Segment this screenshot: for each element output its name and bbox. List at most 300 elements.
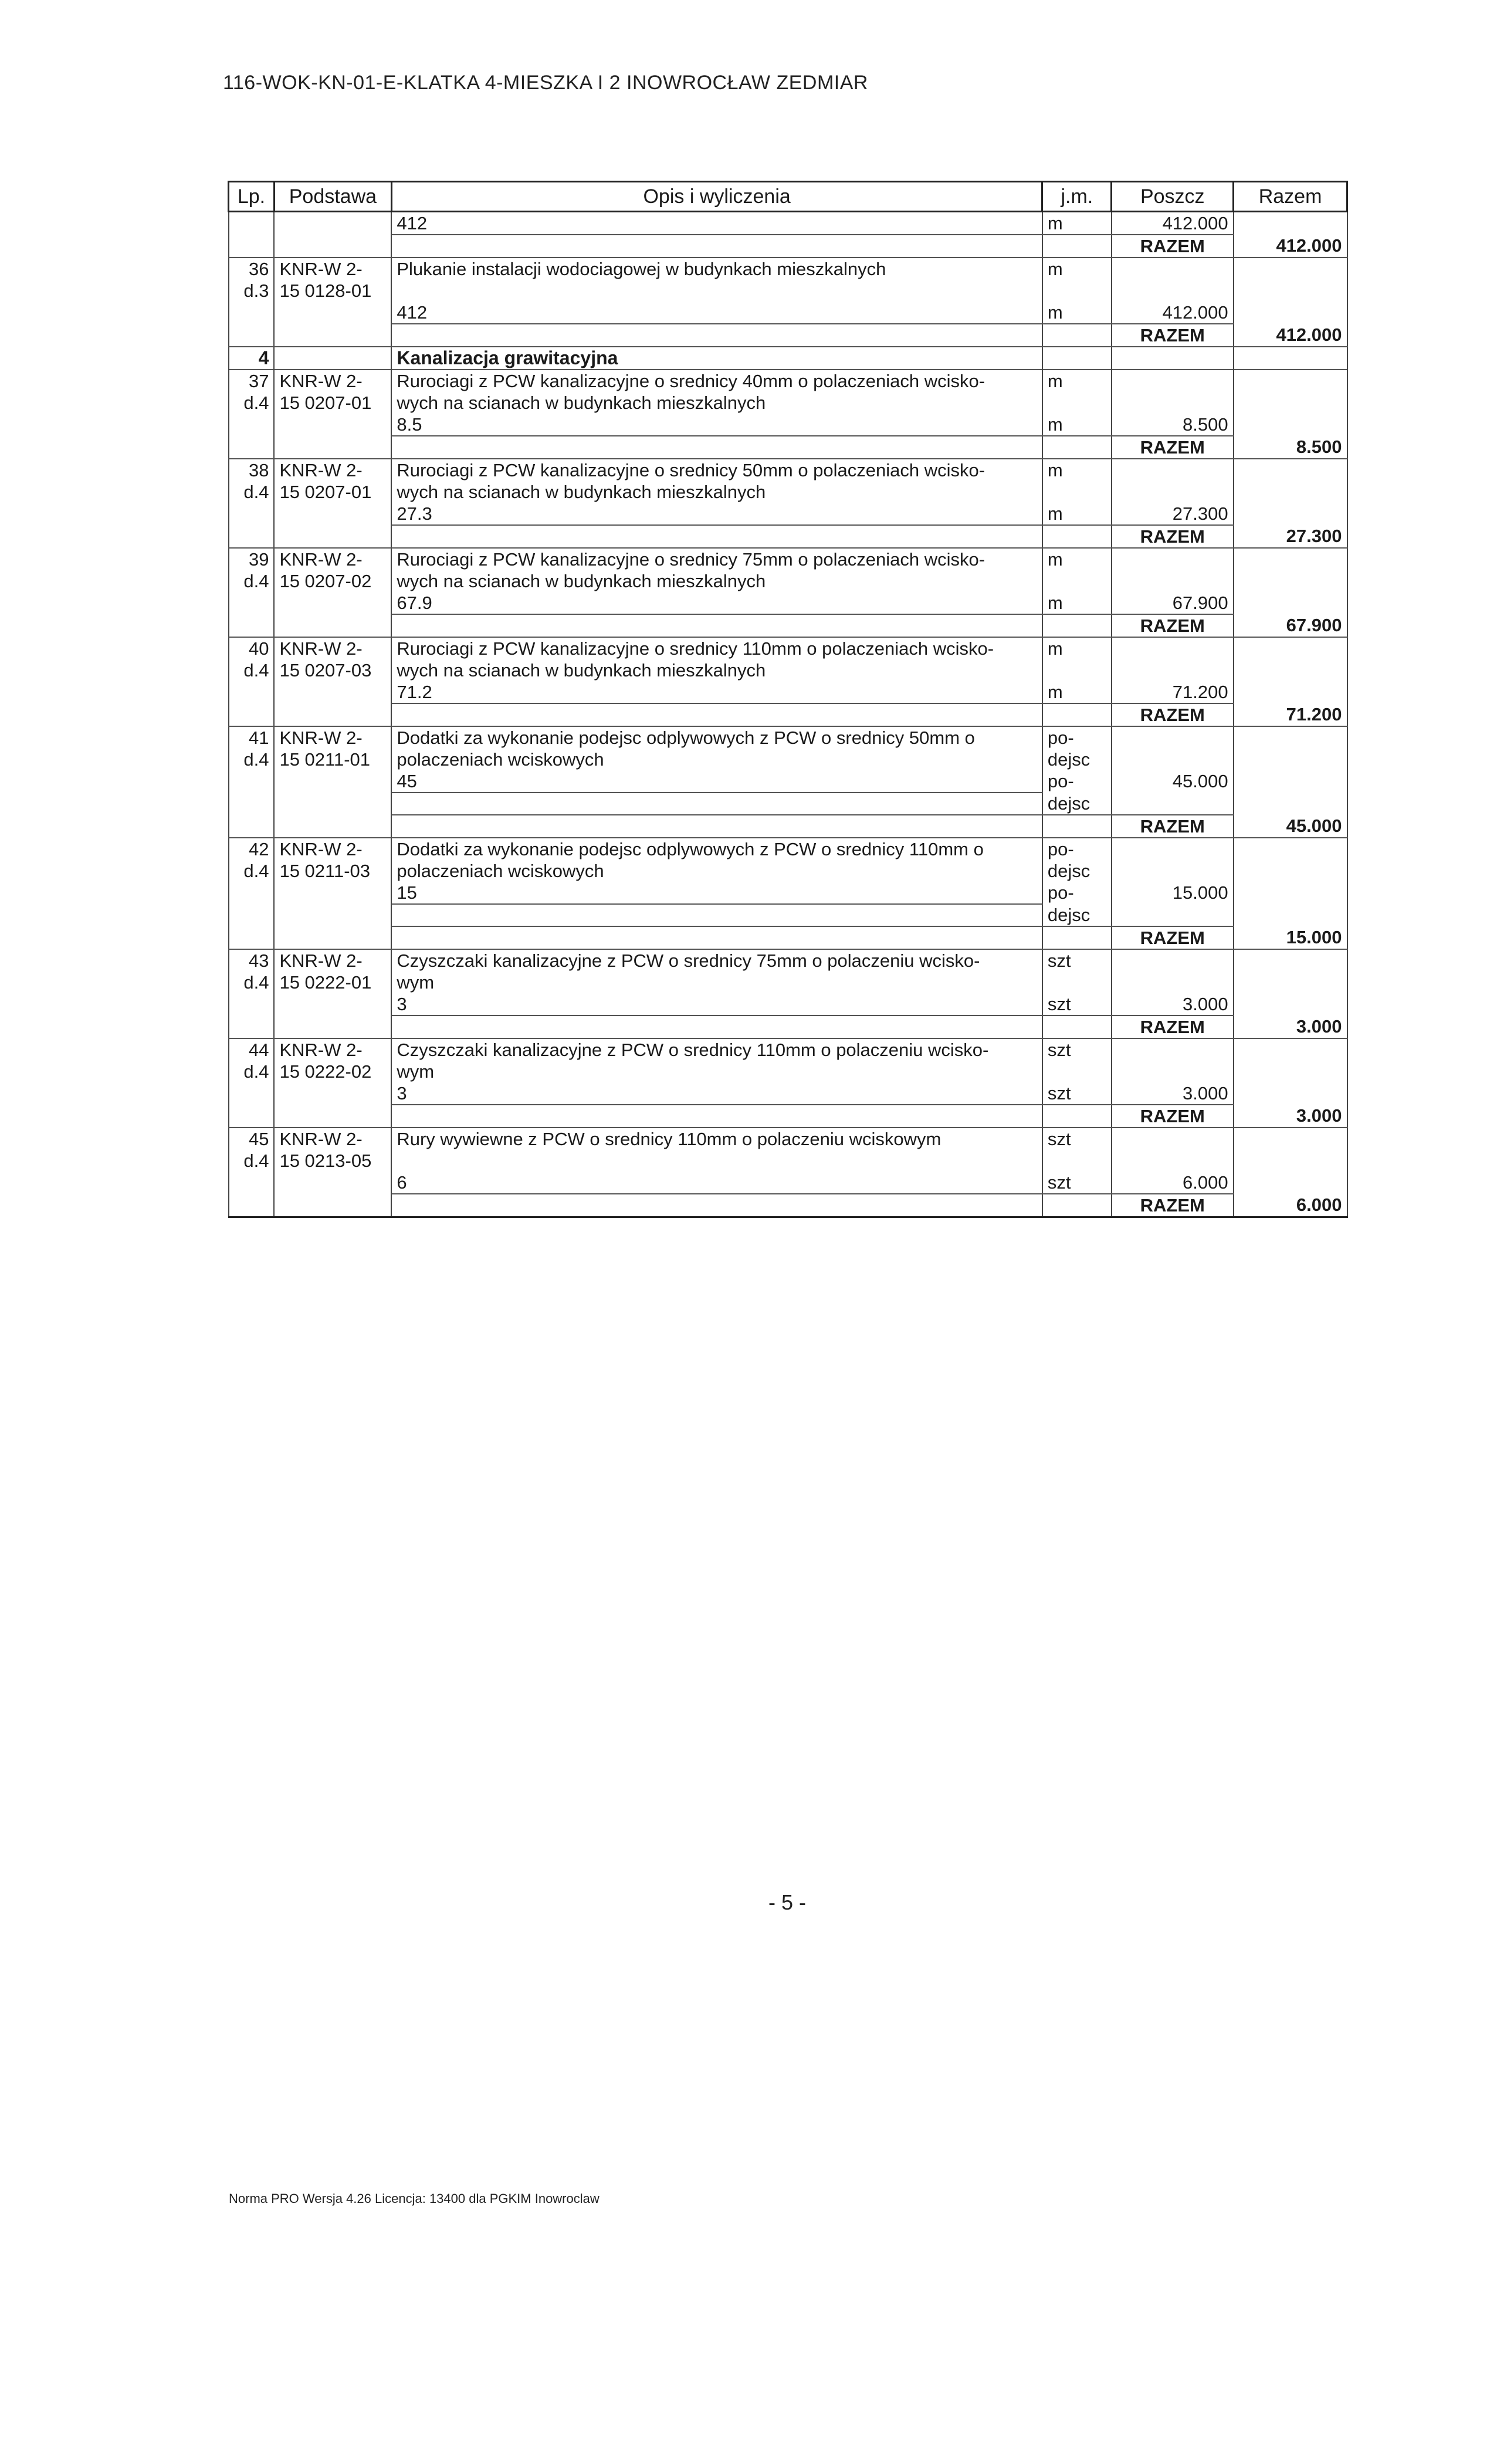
calc-row — [229, 503, 1347, 525]
item-row-continued — [229, 392, 1347, 414]
item-basis-code: 15 0222-01 — [274, 972, 391, 993]
razem-value: 8.500 — [1234, 436, 1347, 459]
table-cell — [391, 1194, 1042, 1217]
table-cell — [229, 436, 275, 459]
table-cell — [274, 882, 391, 904]
table-cell — [1112, 726, 1234, 749]
item-description: Rury wywiewne z PCW o srednicy 110mm o polaczeniu wciskowym — [391, 1128, 1042, 1150]
item-basis: KNR-W 2- — [274, 1128, 391, 1150]
table-cell — [1112, 860, 1234, 882]
item-lp: 40 — [229, 637, 275, 659]
calc-unit: po- — [1042, 882, 1112, 904]
carry-calc-row — [229, 212, 1347, 235]
table-cell — [274, 703, 391, 726]
table-cell — [274, 993, 391, 1016]
item-description: Rurociagi z PCW kanalizacyjne o srednicy 110mm o polaczeniach wcisko- — [391, 637, 1042, 659]
table-cell — [1042, 815, 1112, 838]
item-lp-suffix: d.4 — [229, 570, 275, 592]
calc-text: 412 — [391, 302, 1042, 324]
table-cell — [1112, 793, 1234, 815]
item-unit: m — [1042, 370, 1112, 392]
table-cell — [1234, 681, 1347, 703]
item-unit: m — [1042, 459, 1112, 481]
item-unit-cont — [1042, 570, 1112, 592]
item-row-continued — [229, 1061, 1347, 1082]
table-cell — [229, 815, 275, 838]
item-unit-cont: dejsc — [1042, 749, 1112, 770]
item-row — [229, 637, 1347, 659]
calc-unit-cont: dejsc — [1042, 904, 1112, 926]
table-cell — [1112, 392, 1234, 414]
table-cell — [391, 1105, 1042, 1128]
item-description: Plukanie instalacji wodociagowej w budynkach mieszkalnych — [391, 258, 1042, 280]
table-cell — [274, 815, 391, 838]
table-cell — [1234, 838, 1347, 860]
item-unit-cont — [1042, 972, 1112, 993]
table-cell — [1042, 1016, 1112, 1038]
calc-value: 67.900 — [1112, 592, 1234, 614]
calc-row — [229, 1172, 1347, 1194]
table-cell — [1112, 949, 1234, 972]
sum-row — [229, 324, 1347, 347]
table-cell — [1112, 1038, 1234, 1061]
calc-text: 67.9 — [391, 592, 1042, 614]
item-row — [229, 548, 1347, 570]
table-cell — [274, 436, 391, 459]
table-cell — [274, 503, 391, 525]
table-cell — [1234, 592, 1347, 614]
item-description-cont: polaczeniach wciskowych — [391, 749, 1042, 770]
table-header-row — [229, 182, 1347, 212]
sum-row — [229, 1194, 1347, 1217]
table-cell — [229, 592, 275, 614]
table-cell — [229, 324, 275, 347]
table-cell — [1234, 459, 1347, 481]
sum-row — [229, 436, 1347, 459]
table-cell — [1234, 860, 1347, 882]
table-cell — [391, 815, 1042, 838]
item-basis-code: 15 0211-03 — [274, 860, 391, 882]
table-cell — [274, 302, 391, 324]
razem-label: RAZEM — [1112, 926, 1234, 949]
table-cell — [229, 1016, 275, 1038]
item-row — [229, 726, 1347, 749]
table-cell — [1234, 1150, 1347, 1172]
item-lp: 41 — [229, 726, 275, 749]
item-basis: KNR-W 2- — [274, 548, 391, 570]
table-cell — [1112, 347, 1234, 370]
item-row-continued — [229, 860, 1347, 882]
table-cell — [391, 614, 1042, 637]
table-cell — [1234, 1038, 1347, 1061]
item-basis-code: 15 0207-02 — [274, 570, 391, 592]
table-cell — [274, 1082, 391, 1105]
item-row-continued — [229, 659, 1347, 681]
column-header-poszcz: Poszcz — [1112, 182, 1234, 212]
item-row-continued — [229, 481, 1347, 503]
table-cell — [1234, 637, 1347, 659]
item-description: Czyszczaki kanalizacyjne z PCW o srednicy 75mm o polaczeniu wcisko- — [391, 949, 1042, 972]
razem-label: RAZEM — [1112, 1194, 1234, 1217]
razem-value: 3.000 — [1234, 1105, 1347, 1128]
calc-value: 412.000 — [1112, 302, 1234, 324]
item-row — [229, 1128, 1347, 1150]
calc-unit: po- — [1042, 770, 1112, 793]
table-cell — [274, 592, 391, 614]
table-cell — [229, 681, 275, 703]
item-row-continued — [229, 1150, 1347, 1172]
table-cell — [1234, 414, 1347, 436]
table-cell — [1042, 525, 1112, 548]
table-cell — [1234, 882, 1347, 904]
razem-value: 412.000 — [1234, 235, 1347, 258]
table-cell — [1112, 749, 1234, 770]
calc-value: 27.300 — [1112, 503, 1234, 525]
item-description-cont: wych na scianach w budynkach mieszkalnych — [391, 570, 1042, 592]
calc-value: 45.000 — [1112, 770, 1234, 793]
table-cell — [1042, 703, 1112, 726]
calc-row — [229, 592, 1347, 614]
razem-value: 6.000 — [1234, 1194, 1347, 1217]
table-cell — [1234, 904, 1347, 926]
calc-unit: m — [1042, 414, 1112, 436]
table-cell — [229, 926, 275, 949]
item-description: Dodatki za wykonanie podejsc odplywowych z PCW o srednicy 110mm o — [391, 838, 1042, 860]
item-unit: m — [1042, 548, 1112, 570]
item-unit-cont — [1042, 659, 1112, 681]
table-cell — [229, 770, 275, 793]
sum-row — [229, 815, 1347, 838]
item-lp-suffix: d.4 — [229, 481, 275, 503]
item-row — [229, 459, 1347, 481]
item-row — [229, 949, 1347, 972]
item-basis: KNR-W 2- — [274, 838, 391, 860]
table-cell — [1112, 481, 1234, 503]
item-unit-cont — [1042, 1150, 1112, 1172]
table-cell — [1112, 548, 1234, 570]
table-cell — [229, 1194, 275, 1217]
section-number: 4 — [229, 347, 275, 370]
page-number: - 5 - — [768, 1890, 807, 1914]
item-lp: 44 — [229, 1038, 275, 1061]
table-cell — [391, 703, 1042, 726]
calc-row — [229, 414, 1347, 436]
calc-text: 3 — [391, 1082, 1042, 1105]
table-cell — [274, 614, 391, 637]
razem-label: RAZEM — [1112, 1016, 1234, 1038]
table-cell — [229, 414, 275, 436]
calc-unit-cont: dejsc — [1042, 793, 1112, 815]
table-cell — [1112, 370, 1234, 392]
item-lp-suffix: d.4 — [229, 392, 275, 414]
table-cell — [1112, 838, 1234, 860]
calc-text: 27.3 — [391, 503, 1042, 525]
table-cell — [1042, 1105, 1112, 1128]
table-cell — [274, 1172, 391, 1194]
table-cell — [274, 414, 391, 436]
razem-value: 27.300 — [1234, 525, 1347, 548]
column-header-lp: Lp. — [229, 182, 275, 212]
item-lp: 45 — [229, 1128, 275, 1150]
razem-label: RAZEM — [1112, 525, 1234, 548]
table-cell — [1234, 503, 1347, 525]
table-cell — [1042, 347, 1112, 370]
document-title: 116-WOK-KN-01-E-KLATKA 4-MIESZKA I 2 INOWROCŁAW ZEDMIAR — [223, 72, 868, 94]
item-basis: KNR-W 2- — [274, 258, 391, 280]
item-row — [229, 1038, 1347, 1061]
item-unit: po- — [1042, 838, 1112, 860]
table-cell — [1112, 637, 1234, 659]
item-description: Rurociagi z PCW kanalizacyjne o srednicy 40mm o polaczeniach wcisko- — [391, 370, 1042, 392]
item-basis: KNR-W 2- — [274, 370, 391, 392]
table-cell — [1112, 258, 1234, 280]
item-lp: 37 — [229, 370, 275, 392]
table-cell — [229, 882, 275, 904]
table-cell — [391, 904, 1042, 926]
table-cell — [391, 926, 1042, 949]
razem-value: 3.000 — [1234, 1016, 1347, 1038]
table-cell — [1042, 926, 1112, 949]
calc-unit: m — [1042, 212, 1112, 235]
razem-value: 15.000 — [1234, 926, 1347, 949]
calc-value: 3.000 — [1112, 993, 1234, 1016]
calc-unit: m — [1042, 302, 1112, 324]
table-cell — [1042, 614, 1112, 637]
table-cell — [1234, 1082, 1347, 1105]
item-basis: KNR-W 2- — [274, 637, 391, 659]
table-cell — [1042, 436, 1112, 459]
table-cell — [274, 793, 391, 815]
carry-sum-row — [229, 235, 1347, 258]
item-unit: szt — [1042, 949, 1112, 972]
item-description-cont — [391, 280, 1042, 302]
item-description: Dodatki za wykonanie podejsc odplywowych z PCW o srednicy 50mm o — [391, 726, 1042, 749]
table-cell — [391, 1016, 1042, 1038]
table-cell — [1234, 1128, 1347, 1150]
item-row — [229, 258, 1347, 280]
item-lp: 43 — [229, 949, 275, 972]
item-unit-cont: dejsc — [1042, 860, 1112, 882]
section-title: Kanalizacja grawitacyjna — [391, 347, 1042, 370]
calc-row — [229, 681, 1347, 703]
item-lp-suffix: d.4 — [229, 749, 275, 770]
calc-unit: szt — [1042, 1172, 1112, 1194]
table-cell — [1234, 392, 1347, 414]
table-cell — [391, 793, 1042, 815]
item-row-continued — [229, 280, 1347, 302]
table-cell — [229, 1082, 275, 1105]
item-basis-code: 15 0213-05 — [274, 1150, 391, 1172]
item-lp: 42 — [229, 838, 275, 860]
sum-row — [229, 703, 1347, 726]
calc-unit: szt — [1042, 993, 1112, 1016]
item-lp: 39 — [229, 548, 275, 570]
item-basis: KNR-W 2- — [274, 949, 391, 972]
item-basis-code: 15 0128-01 — [274, 280, 391, 302]
item-description-cont: wych na scianach w budynkach mieszkalnych — [391, 481, 1042, 503]
calc-row — [229, 770, 1347, 793]
column-header-opis: Opis i wyliczenia — [391, 182, 1042, 212]
table-cell — [274, 525, 391, 548]
table-cell — [229, 503, 275, 525]
table-cell — [274, 324, 391, 347]
calc-row-continued — [229, 904, 1347, 926]
table-cell — [1234, 749, 1347, 770]
table-cell — [1234, 280, 1347, 302]
table-cell — [391, 525, 1042, 548]
item-lp-suffix: d.4 — [229, 659, 275, 681]
item-description-cont: wych na scianach w budynkach mieszkalnych — [391, 659, 1042, 681]
item-description: Rurociagi z PCW kanalizacyjne o srednicy 75mm o polaczeniach wcisko- — [391, 548, 1042, 570]
item-description-cont: polaczeniach wciskowych — [391, 860, 1042, 882]
table-cell — [229, 1172, 275, 1194]
item-basis-code: 15 0222-02 — [274, 1061, 391, 1082]
table-cell — [274, 926, 391, 949]
item-description: Czyszczaki kanalizacyjne z PCW o srednicy 110mm o polaczeniu wcisko- — [391, 1038, 1042, 1061]
item-lp-suffix: d.4 — [229, 972, 275, 993]
item-unit: szt — [1042, 1038, 1112, 1061]
razem-label: RAZEM — [1112, 1105, 1234, 1128]
table-cell — [1112, 1061, 1234, 1082]
calc-text: 71.2 — [391, 681, 1042, 703]
item-basis: KNR-W 2- — [274, 726, 391, 749]
razem-value: 45.000 — [1234, 815, 1347, 838]
table-cell — [1234, 770, 1347, 793]
item-lp: 38 — [229, 459, 275, 481]
table-cell — [391, 436, 1042, 459]
table-cell — [1234, 347, 1347, 370]
table-cell — [1234, 659, 1347, 681]
table-cell — [1234, 993, 1347, 1016]
razem-label: RAZEM — [1112, 436, 1234, 459]
razem-value: 412.000 — [1234, 324, 1347, 347]
table-cell — [229, 993, 275, 1016]
sum-row — [229, 926, 1347, 949]
item-basis: KNR-W 2- — [274, 459, 391, 481]
table-cell — [391, 324, 1042, 347]
item-unit-cont — [1042, 280, 1112, 302]
table-cell — [1234, 793, 1347, 815]
item-unit: po- — [1042, 726, 1112, 749]
table-cell — [1112, 1128, 1234, 1150]
item-basis: KNR-W 2- — [274, 1038, 391, 1061]
calc-row-continued — [229, 793, 1347, 815]
table-cell — [274, 1016, 391, 1038]
razem-label: RAZEM — [1112, 614, 1234, 637]
item-description: Rurociagi z PCW kanalizacyjne o srednicy 50mm o polaczeniach wcisko- — [391, 459, 1042, 481]
table-cell — [1042, 324, 1112, 347]
item-unit: m — [1042, 258, 1112, 280]
calc-value: 71.200 — [1112, 681, 1234, 703]
item-basis-code: 15 0207-01 — [274, 481, 391, 503]
table-cell — [274, 347, 391, 370]
table-cell — [229, 793, 275, 815]
calc-row — [229, 1082, 1347, 1105]
sum-row — [229, 614, 1347, 637]
calc-value: 412.000 — [1112, 212, 1234, 235]
calc-unit: m — [1042, 503, 1112, 525]
table-cell — [274, 770, 391, 793]
calc-value: 8.500 — [1112, 414, 1234, 436]
table-body — [229, 212, 1347, 1217]
table-cell — [229, 904, 275, 926]
item-basis-code: 15 0207-03 — [274, 659, 391, 681]
calc-row — [229, 882, 1347, 904]
item-lp: 36 — [229, 258, 275, 280]
item-description-cont: wym — [391, 1061, 1042, 1082]
table-cell — [229, 302, 275, 324]
calc-text: 45 — [391, 770, 1042, 793]
item-unit: m — [1042, 637, 1112, 659]
item-unit-cont — [1042, 392, 1112, 414]
table-cell — [229, 614, 275, 637]
table-cell — [1234, 570, 1347, 592]
calc-value: 3.000 — [1112, 1082, 1234, 1105]
table-cell — [1234, 370, 1347, 392]
item-basis-code: 15 0207-01 — [274, 392, 391, 414]
measurement-table — [228, 181, 1348, 1218]
table-cell — [229, 703, 275, 726]
razem-label: RAZEM — [1112, 324, 1234, 347]
table-cell — [1234, 972, 1347, 993]
razem-label: RAZEM — [1112, 703, 1234, 726]
calc-unit: szt — [1042, 1082, 1112, 1105]
calc-value: 15.000 — [1112, 882, 1234, 904]
calc-text: 15 — [391, 882, 1042, 904]
column-header-jm: j.m. — [1042, 182, 1112, 212]
item-row-continued — [229, 972, 1347, 993]
table-cell — [274, 681, 391, 703]
item-unit: szt — [1042, 1128, 1112, 1150]
calc-text: 3 — [391, 993, 1042, 1016]
calc-value: 6.000 — [1112, 1172, 1234, 1194]
sum-row — [229, 1105, 1347, 1128]
item-basis-code: 15 0211-01 — [274, 749, 391, 770]
table-cell — [274, 1105, 391, 1128]
table-cell — [1234, 1061, 1347, 1082]
table-cell — [1112, 904, 1234, 926]
table-cell — [1234, 1172, 1347, 1194]
item-row — [229, 838, 1347, 860]
table-cell — [1042, 1194, 1112, 1217]
item-unit-cont — [1042, 1061, 1112, 1082]
item-description-cont: wym — [391, 972, 1042, 993]
table-cell — [1112, 570, 1234, 592]
table-cell — [1112, 659, 1234, 681]
sum-row — [229, 1016, 1347, 1038]
calc-unit: m — [1042, 592, 1112, 614]
table-cell — [1234, 726, 1347, 749]
calc-text: 6 — [391, 1172, 1042, 1194]
item-unit-cont — [1042, 481, 1112, 503]
section-row — [229, 347, 1347, 370]
item-lp-suffix: d.4 — [229, 1061, 275, 1082]
column-header-razem: Razem — [1234, 182, 1347, 212]
item-row — [229, 370, 1347, 392]
item-lp-suffix: d.4 — [229, 860, 275, 882]
item-row-continued — [229, 570, 1347, 592]
table-cell — [274, 1194, 391, 1217]
calc-row — [229, 993, 1347, 1016]
table-cell — [1112, 1150, 1234, 1172]
table-cell — [1234, 548, 1347, 570]
sum-row — [229, 525, 1347, 548]
razem-value: 71.200 — [1234, 703, 1347, 726]
table-cell — [229, 1105, 275, 1128]
item-description-cont — [391, 1150, 1042, 1172]
razem-label: RAZEM — [1112, 235, 1234, 258]
table-cell — [1112, 972, 1234, 993]
